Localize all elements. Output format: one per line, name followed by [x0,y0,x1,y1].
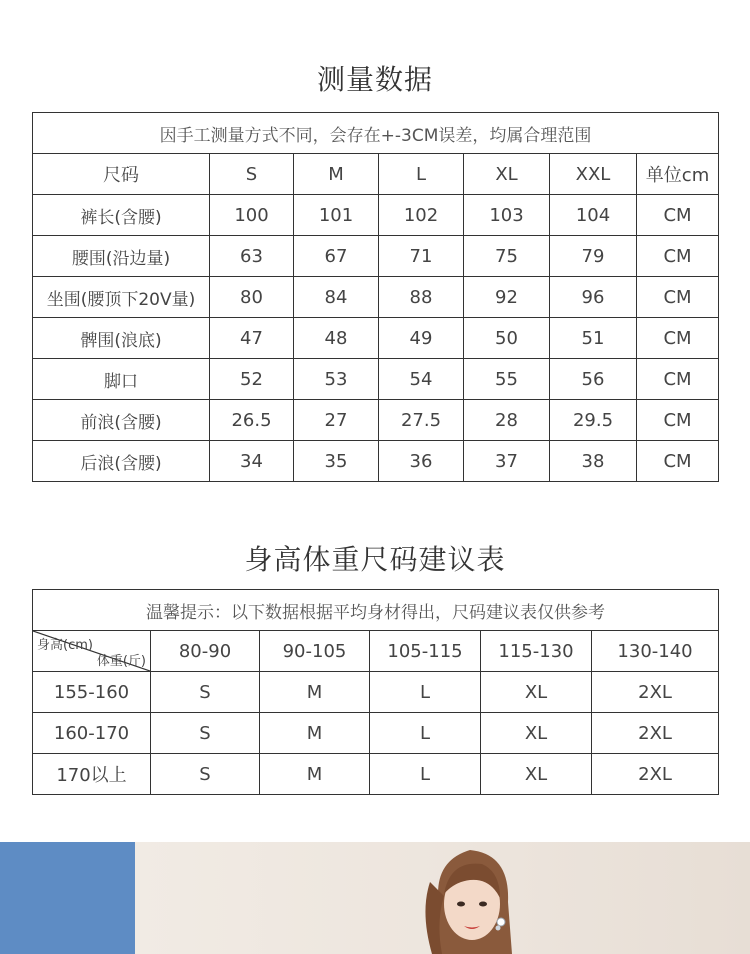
measure-row [33,400,719,441]
measure-title: 测量数据 [316,63,433,96]
measure-cell: CM [637,441,719,482]
measure-row-label: 裤长(含腰) [33,195,210,236]
measure-row-label: 前浪(含腰) [33,400,210,441]
measure-cell: 54 [379,359,464,400]
weight-range-cell: 105-115 [370,631,481,672]
measure-cell: 56 [550,359,637,400]
measure-row [33,236,719,277]
header-cell: 尺码 [33,154,210,195]
measure-row-label: 腰围(沿边量) [33,236,210,277]
weight-range-cell: 115-130 [481,631,592,672]
measure-cell: 88 [379,277,464,318]
measure-cell: 53 [294,359,379,400]
measure-cell: 34 [210,441,294,482]
weight-range-cell: 90-105 [260,631,370,672]
measure-row [33,359,719,400]
measure-row-label: 髀围(浪底) [33,318,210,359]
height-row [33,672,719,713]
size-cell: M [260,713,370,754]
measure-cell: 102 [379,195,464,236]
model-portrait [400,842,540,954]
size-cell: XL [481,713,592,754]
measure-row-label: 后浪(含腰) [33,441,210,482]
measure-cell: 63 [210,236,294,277]
measure-cell: 48 [294,318,379,359]
measure-row [33,195,719,236]
measure-cell: 49 [379,318,464,359]
measure-cell: 47 [210,318,294,359]
size-cell: M [260,672,370,713]
size-cell: XL [481,672,592,713]
size-cell: L [370,672,481,713]
measure-cell: CM [637,400,719,441]
measure-cell: 92 [464,277,550,318]
measure-row-label: 坐围(腰顶下20V量) [33,277,210,318]
header-cell: M [294,154,379,195]
measure-row-label: 脚口 [33,359,210,400]
blue-color-block [0,842,135,954]
measure-cell: CM [637,318,719,359]
measure-cell: 50 [464,318,550,359]
corner-height-label: 身高(cm) [37,638,93,653]
measure-note: 因手工测量方式不同，会存在+-3CM误差，均属合理范围 [33,113,719,154]
measure-cell: 96 [550,277,637,318]
size-header-row [33,154,719,195]
measure-cell: 75 [464,236,550,277]
measure-cell: 100 [210,195,294,236]
size-cell: XL [481,754,592,795]
measure-cell: 79 [550,236,637,277]
measure-cell: CM [637,236,719,277]
measure-cell: 51 [550,318,637,359]
note-row [33,590,719,631]
measure-cell: 29.5 [550,400,637,441]
weight-range-cell: 130-140 [592,631,719,672]
size-cell: M [260,754,370,795]
height-range-cell: 160-170 [33,713,151,754]
measure-cell: 26.5 [210,400,294,441]
height-row [33,713,719,754]
measure-cell: 27.5 [379,400,464,441]
note-row [33,113,719,154]
size-cell: 2XL [592,713,719,754]
height-weight-corner [33,631,151,672]
measure-cell: CM [637,195,719,236]
measure-cell: 52 [210,359,294,400]
size-note: 温馨提示：以下数据根据平均身材得出，尺码建议表仅供参考 [33,590,719,631]
measure-row [33,318,719,359]
measure-cell: CM [637,277,719,318]
measure-cell: 104 [550,195,637,236]
header-cell: S [210,154,294,195]
measure-cell: 84 [294,277,379,318]
measure-cell: 101 [294,195,379,236]
height-row [33,754,719,795]
weight-range-cell: 80-90 [151,631,260,672]
measure-cell: 67 [294,236,379,277]
header-cell: L [379,154,464,195]
measurement-table [32,112,719,482]
header-cell: XL [464,154,550,195]
size-cell: 2XL [592,754,719,795]
measure-cell: 80 [210,277,294,318]
size-chart-title: 身高体重尺码建议表 [244,543,506,576]
measure-cell: CM [637,359,719,400]
weight-header-row [33,631,719,672]
header-cell: 单位cm [637,154,719,195]
model-photo-banner [0,842,750,954]
height-range-cell: 170以上 [33,754,151,795]
measure-cell: 28 [464,400,550,441]
height-range-cell: 155-160 [33,672,151,713]
measure-cell: 27 [294,400,379,441]
measure-cell: 71 [379,236,464,277]
size-cell: S [151,754,260,795]
measure-cell: 37 [464,441,550,482]
measure-cell: 38 [550,441,637,482]
size-cell: S [151,672,260,713]
header-cell: XXL [550,154,637,195]
measure-row [33,277,719,318]
size-cell: S [151,713,260,754]
measure-cell: 103 [464,195,550,236]
measure-cell: 36 [379,441,464,482]
measure-cell: 55 [464,359,550,400]
corner-weight-label: 体重(斤) [96,654,146,669]
measure-row [33,441,719,482]
size-cell: L [370,754,481,795]
size-chart-table [32,589,719,795]
measure-cell: 35 [294,441,379,482]
size-cell: L [370,713,481,754]
size-cell: 2XL [592,672,719,713]
